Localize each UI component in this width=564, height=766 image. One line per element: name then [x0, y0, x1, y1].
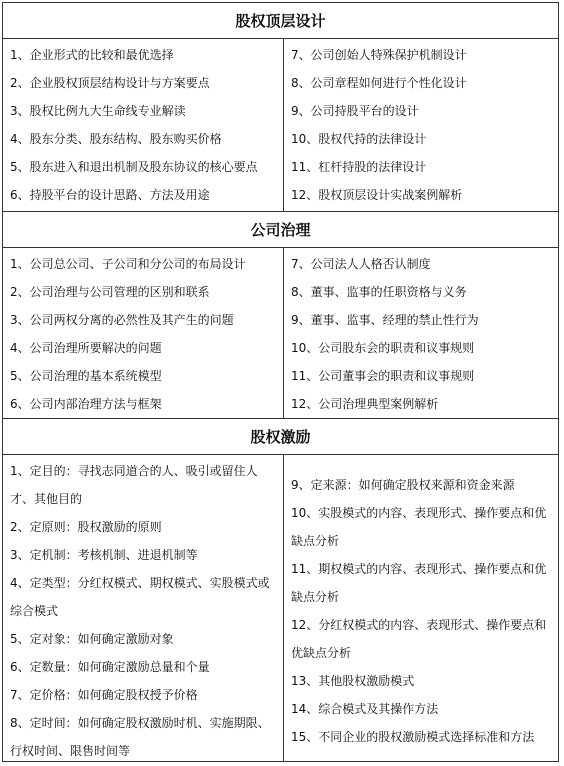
list-item: 11、杠杆持股的法律设计: [291, 160, 427, 174]
list-item: 7、定价格：如何确定股权授予价格: [10, 688, 198, 702]
list-item: 6、持股平台的设计思路、方法及用途: [10, 188, 210, 202]
list-item: 3、定机制：考核机制、进退机制等: [10, 548, 198, 562]
list-item: 11、期权模式的内容、表现形式、操作要点和优缺点分析: [291, 562, 547, 604]
list-item: 9、公司持股平台的设计: [291, 104, 419, 118]
list-item: 2、企业股权顶层结构设计与方案要点: [10, 76, 210, 90]
list-item: 5、定对象：如何确定激励对象: [10, 632, 174, 646]
list-item: 13、其他股权激励模式: [291, 674, 415, 688]
list-item: 8、定时间：如何确定股权激励时机、实施期限、行权时间、限售时间等: [10, 716, 270, 758]
list-item: 11、公司董事会的职责和议事规则: [291, 369, 475, 383]
section-2-left-column: [3, 248, 284, 418]
list-item: 10、实股模式的内容、表现形式、操作要点和优缺点分析: [291, 506, 547, 548]
list-item: 8、公司章程如何进行个性化设计: [291, 76, 467, 90]
list-item: 1、企业形式的比较和最优选择: [10, 48, 174, 62]
list-item: 7、公司创始人特殊保护机制设计: [291, 48, 467, 62]
section-3-right-column: [284, 455, 558, 761]
list-item: 12、分红权模式的内容、表现形式、操作要点和优缺点分析: [291, 618, 547, 660]
list-item: 4、定类型：分红权模式、期权模式、实股模式或综合模式: [10, 576, 270, 618]
section-title-equity-top-design: 股权顶层设计: [3, 3, 558, 39]
list-item: 8、董事、监事的任职资格与义务: [291, 285, 467, 299]
list-item: 2、定原则：股权激励的原则: [10, 520, 162, 534]
course-outline-table: [2, 2, 559, 762]
section-title-equity-incentive: 股权激励: [3, 419, 558, 455]
list-item: 3、公司两权分离的必然性及其产生的问题: [10, 313, 234, 327]
section-3-left-column: [3, 455, 284, 761]
list-item: 5、公司治理的基本系统模型: [10, 369, 162, 383]
list-item: 12、股权顶层设计实战案例解析: [291, 188, 463, 202]
list-item: 15、不同企业的股权激励模式选择标准和方法: [291, 730, 535, 744]
list-item: 5、股东进入和退出机制及股东协议的核心要点: [10, 160, 258, 174]
list-item: 9、董事、监事、经理的禁止性行为: [291, 313, 479, 327]
list-item: 4、公司治理所要解决的问题: [10, 341, 162, 355]
list-item: 14、综合模式及其操作方法: [291, 702, 439, 716]
list-item: 1、定目的：寻找志同道合的人、吸引或留住人才、其他目的: [10, 464, 258, 506]
list-item: 7、公司法人人格否认制度: [291, 257, 431, 271]
list-item: 6、定数量：如何确定激励总量和个量: [10, 660, 210, 674]
section-2-right-column: [284, 248, 558, 418]
list-item: 6、公司内部治理方法与框架: [10, 397, 162, 411]
section-title-corporate-governance: 公司治理: [3, 212, 558, 248]
section-1-left-column: [3, 39, 284, 211]
list-item: 2、公司治理与公司管理的区别和联系: [10, 285, 210, 299]
list-item: 4、股东分类、股东结构、股东购买价格: [10, 132, 222, 146]
list-item: 10、股权代持的法律设计: [291, 132, 427, 146]
list-item: 9、定来源：如何确定股权来源和资金来源: [291, 478, 515, 492]
section-1-right-column: [284, 39, 558, 211]
list-item: 3、股权比例九大生命线专业解读: [10, 104, 186, 118]
list-item: 12、公司治理典型案例解析: [291, 397, 439, 411]
list-item: 1、公司总公司、子公司和分公司的布局设计: [10, 257, 246, 271]
list-item: 10、公司股东会的职责和议事规则: [291, 341, 475, 355]
